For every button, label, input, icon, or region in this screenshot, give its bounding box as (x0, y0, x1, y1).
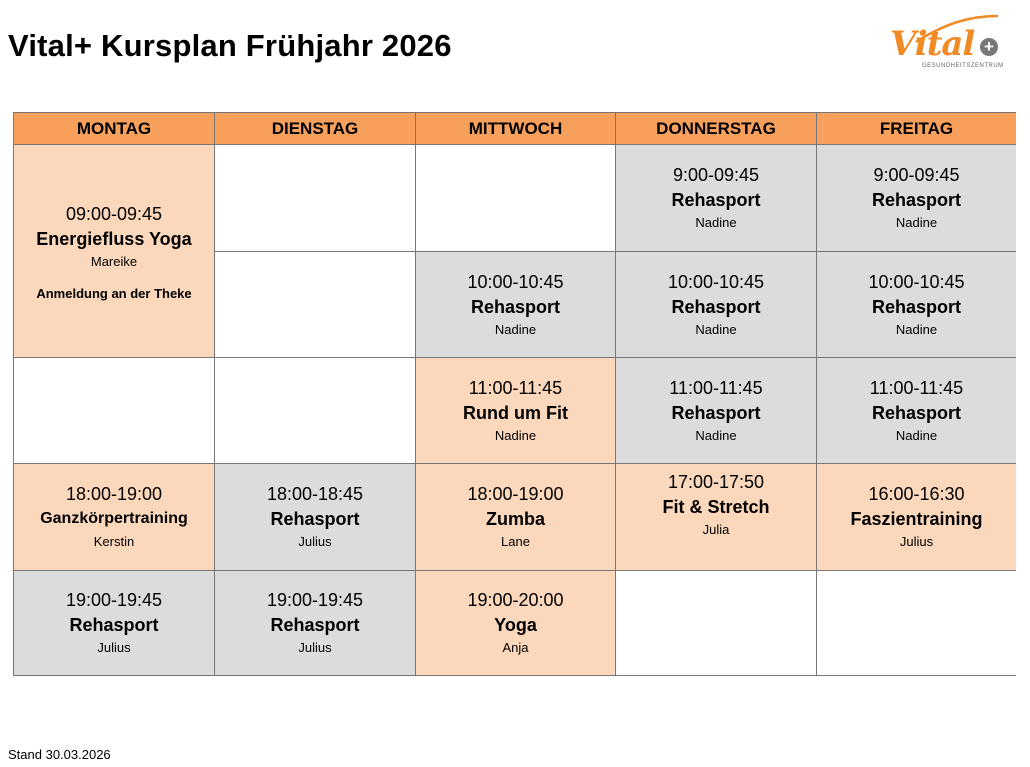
course-cell (416, 571, 616, 675)
course-time: 9:00-09:45 (873, 165, 960, 185)
course-name: Faszientraining (850, 509, 983, 529)
course-name: Fit & Stretch (662, 497, 770, 517)
course-time: 16:00-16:30 (868, 484, 965, 504)
empty-cell (817, 571, 1016, 675)
course-cell (14, 145, 215, 358)
course-trainer: Nadine (895, 215, 938, 230)
course-time: 10:00-10:45 (667, 271, 765, 292)
header-monday: MONTAG (14, 113, 215, 145)
logo-subtitle: GESUNDHEITSZENTRUM (922, 63, 1004, 69)
course-name: Rehasport (871, 190, 961, 210)
course-trainer: Nadine (695, 427, 737, 443)
course-trainer: Nadine (494, 321, 537, 337)
course-trainer: Anja (502, 640, 529, 655)
course-time: 17:00-17:50 (667, 472, 765, 492)
course-name: Rund um Fit (463, 402, 568, 423)
course-time: 10:00-10:45 (467, 271, 564, 292)
empty-cell (215, 358, 416, 464)
course-time: 09:00-09:45 (65, 203, 163, 224)
header-wednesday: MITTWOCH (416, 113, 616, 145)
course-trainer: Mareike (90, 253, 138, 269)
course-note: Anmeldung an der Theke (36, 285, 192, 301)
course-cell (14, 571, 215, 675)
header-friday: FREITAG (817, 113, 1016, 145)
course-name: Rehasport (871, 402, 961, 423)
course-cell (14, 464, 215, 571)
course-cell (215, 464, 416, 571)
course-cell (616, 464, 817, 571)
empty-cell (14, 358, 215, 464)
course-cell (817, 145, 1016, 252)
course-time: 9:00-09:45 (672, 165, 760, 185)
course-trainer: Nadine (895, 427, 938, 443)
course-trainer: Julius (298, 534, 332, 549)
course-name: Rehasport (69, 615, 159, 635)
course-time: 18:00-19:00 (467, 484, 564, 504)
course-cell (416, 464, 616, 571)
course-name: Rehasport (470, 296, 560, 317)
header-thursday: DONNERSTAG (616, 113, 817, 145)
course-cell (416, 358, 616, 464)
course-cell (215, 571, 416, 675)
course-name: Zumba (485, 509, 545, 529)
course-trainer: Nadine (695, 215, 737, 230)
course-time: 11:00-11:45 (669, 377, 763, 398)
course-trainer: Nadine (695, 321, 737, 337)
course-name: Rehasport (671, 190, 761, 210)
course-cell (817, 252, 1016, 358)
empty-cell (215, 145, 416, 252)
course-cell (616, 358, 817, 464)
course-name: Rehasport (871, 296, 961, 317)
course-trainer: Nadine (494, 427, 537, 443)
course-trainer: Julius (899, 534, 934, 549)
course-cell (616, 252, 817, 358)
course-time: 19:00-19:45 (65, 590, 163, 610)
page-title: Vital+ Kursplan Frühjahr 2026 (8, 28, 452, 63)
course-trainer: Kerstin (93, 534, 135, 549)
course-time: 11:00-11:45 (468, 377, 563, 398)
course-time: 18:00-18:45 (266, 484, 364, 504)
course-trainer: Lane (501, 534, 530, 549)
empty-cell (616, 571, 817, 675)
course-time: 19:00-20:00 (467, 590, 564, 610)
header-tuesday: DIENSTAG (215, 113, 416, 145)
course-trainer: Julius (298, 640, 332, 655)
course-name: Rehasport (270, 509, 360, 529)
course-trainer: Julius (97, 640, 131, 655)
course-time: 18:00-19:00 (65, 484, 163, 504)
course-cell (416, 252, 616, 358)
course-time: 11:00-11:45 (869, 377, 964, 398)
course-time: 19:00-19:45 (266, 590, 364, 610)
course-name: Rehasport (671, 402, 761, 423)
course-cell (616, 145, 817, 252)
course-trainer: Nadine (895, 321, 938, 337)
vital-logo (884, 10, 1014, 76)
course-time: 10:00-10:45 (868, 271, 965, 292)
course-name: Ganzkörpertraining (40, 510, 188, 527)
footer-date: Stand 30.03.2026 (8, 747, 111, 762)
course-cell (817, 358, 1016, 464)
logo-word: Vital (890, 24, 975, 64)
logo-plus-icon: + (980, 38, 998, 56)
course-name: Rehasport (270, 615, 360, 635)
course-cell (817, 464, 1016, 571)
empty-cell (416, 145, 616, 252)
empty-cell (215, 252, 416, 358)
course-trainer: Julia (702, 522, 730, 537)
schedule-table (13, 112, 1016, 676)
course-name: Rehasport (671, 296, 761, 317)
course-name: Yoga (494, 615, 537, 635)
course-name: Energiefluss Yoga (36, 228, 192, 249)
